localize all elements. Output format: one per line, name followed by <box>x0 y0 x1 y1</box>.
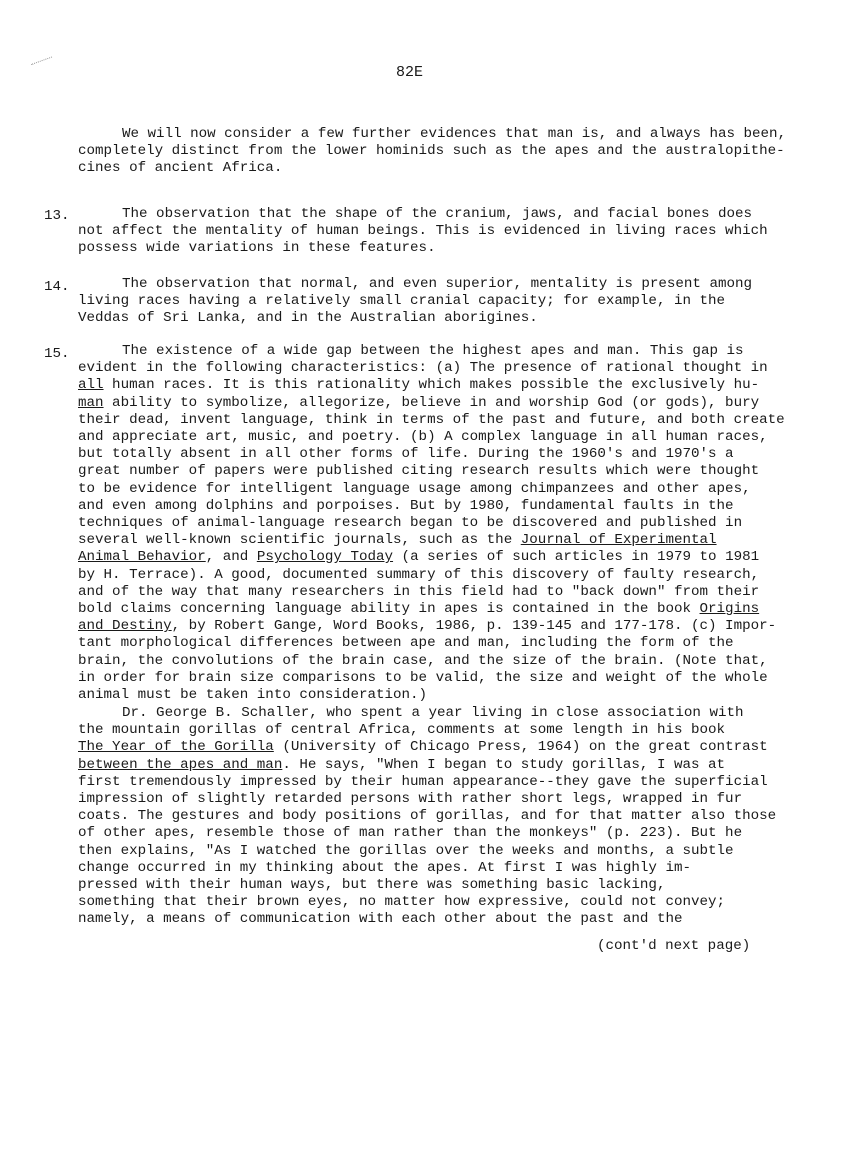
text-line: in order for brain size comparisons to be valid, the size and weight of the whole <box>78 669 768 686</box>
text-line: The observation that the shape of the cranium, jaws, and facial bones does <box>122 206 753 222</box>
text-line: pressed with their human ways, but there was something basic lacking, <box>78 877 666 894</box>
page-number: 82E <box>396 64 424 81</box>
text-line: Dr. George B. Schaller, who spent a year living in close association with <box>122 705 744 721</box>
text-line: coats. The gestures and body positions of gorillas, and for that matter also those <box>78 808 777 825</box>
text-line: but totally absent in all other forms of life. During the 1960's and 1970's a <box>78 446 734 463</box>
schaller-paragraph <box>78 705 818 929</box>
text-line: The observation that normal, and even superior, mentality is present among <box>122 276 753 292</box>
text-line: The existence of a wide gap between the highest apes and man. This gap is <box>122 343 744 359</box>
text-line: their dead, invent language, think in terms of the past and future, and both create <box>78 411 785 428</box>
text-line: Veddas of Sri Lanka, and in the Australian aborigines. <box>78 310 538 327</box>
text-line: the mountain gorillas of central Africa, comments at some length in his book <box>78 722 726 739</box>
text-line: something that their brown eyes, no matter how expressive, could not convey; <box>78 894 726 911</box>
intro-paragraph <box>78 126 818 178</box>
text-line: first tremendously impressed by their human appearance--they gave the superficial <box>78 773 768 790</box>
text-line: The Year of the Gorilla (University of Chicago Press, 1964) on the great contrast <box>78 739 768 756</box>
text-line: cines of ancient Africa. <box>78 160 283 177</box>
text-line: completely distinct from the lower hominids such as the apes and the australopithe- <box>78 143 785 160</box>
text-line: animal must be taken into consideration.) <box>78 687 428 704</box>
item-13-paragraph <box>78 206 818 258</box>
text-line: by H. Terrace). A good, documented summary of this discovery of faulty research, <box>78 566 760 583</box>
text-line: possess wide variations in these features. <box>78 240 436 257</box>
text-line: and Destiny, by Robert Gange, Word Books, 1986, p. 139-145 and 177-178. (c) Impor- <box>78 618 777 635</box>
text-line: evident in the following characteristics: (a) The presence of rational thought in <box>78 360 768 377</box>
text-line: and appreciate art, music, and poetry. (b) A complex language in all human races, <box>78 429 768 446</box>
text-line: to be evidence for intelligent language usage among chimpanzees and other apes, <box>78 480 751 497</box>
text-line: tant morphological differences between ape and man, including the form of the <box>78 635 734 652</box>
text-line: brain, the convolutions of the brain case, and the size of the brain. (Note that, <box>78 652 768 669</box>
item-number-14: 14. <box>44 279 70 295</box>
text-line: not affect the mentality of human beings. This is evidenced in living races which <box>78 223 768 240</box>
text-line: We will now consider a few further evidences that man is, and always has been, <box>122 126 787 142</box>
text-line: bold claims concerning language ability in apes is contained in the book Origins <box>78 601 760 618</box>
text-line: Animal Behavior, and Psychology Today (a series of such articles in 1979 to 1981 <box>78 549 760 566</box>
text-line: living races having a relatively small cranial capacity; for example, in the <box>78 293 726 310</box>
scan-mark <box>31 57 55 73</box>
continued-note: (cont'd next page) <box>597 938 751 954</box>
text-line: namely, a means of communication with each other about the past and the <box>78 911 683 928</box>
text-line: great number of papers were published citing research results which were thought <box>78 463 760 480</box>
text-line: of other apes, resemble those of man rather than the monkeys" (p. 223). But he <box>78 825 743 842</box>
text-line: all human races. It is this rationality which makes possible the exclusively hu- <box>78 377 760 394</box>
text-line: change occurred in my thinking about the apes. At first I was highly im- <box>78 859 691 876</box>
text-line: several well-known scientific journals, such as the Journal of Experimental <box>78 532 717 549</box>
text-line: techniques of animal-language research began to be discovered and published in <box>78 515 743 532</box>
item-number-13: 13. <box>44 208 70 224</box>
item-number-15: 15. <box>44 346 70 362</box>
item-14-paragraph <box>78 276 818 328</box>
item-15-paragraph <box>78 343 818 704</box>
text-line: impression of slightly retarded persons with rather short legs, wrapped in fur <box>78 791 743 808</box>
text-line: between the apes and man. He says, "When I began to study gorillas, I was at <box>78 756 726 773</box>
text-line: and of the way that many researchers in this field had to "back down" from their <box>78 583 760 600</box>
text-line: man ability to symbolize, allegorize, believe in and worship God (or gods), bury <box>78 394 760 411</box>
text-line: and even among dolphins and porpoises. But by 1980, fundamental faults in the <box>78 497 734 514</box>
text-line: then explains, "As I watched the gorillas over the weeks and months, a subtle <box>78 842 734 859</box>
